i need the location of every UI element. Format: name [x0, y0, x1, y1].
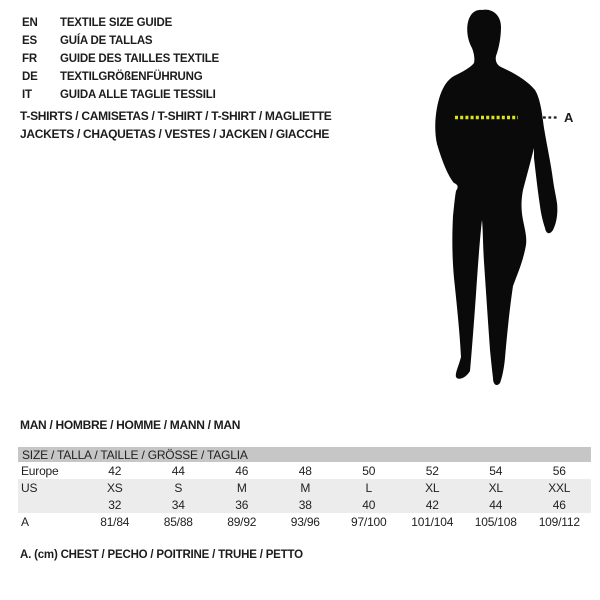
size-cell: 42 [401, 496, 465, 513]
language-code-it: IT [22, 89, 32, 101]
size-cell: 44 [171, 463, 185, 478]
size-cell: 85/88 [163, 514, 193, 529]
size-cell: M [274, 479, 338, 496]
measurement-footnote: A. (cm) CHEST / PECHO / POITRINE / TRUHE / PETTO [20, 549, 303, 561]
language-code-en: EN [22, 17, 38, 29]
size-cell: 40 [337, 496, 401, 513]
size-cell: 56 [552, 463, 566, 478]
size-cell: 36 [210, 496, 274, 513]
language-row-it [22, 86, 219, 104]
row-us [18, 479, 591, 496]
size-cell: 81/84 [100, 514, 130, 529]
language-row-en [22, 14, 219, 32]
row-chest [18, 513, 591, 530]
row-label-a: A [21, 514, 29, 529]
language-label-en: TEXTILE SIZE GUIDE [60, 17, 173, 29]
language-label-es: GUÍA DE TALLAS [60, 35, 153, 47]
size-cell: 101/104 [411, 514, 454, 529]
size-cell: 89/92 [227, 514, 257, 529]
size-cell: 109/112 [538, 514, 580, 529]
row-numeric [18, 496, 591, 513]
size-cell: L [337, 479, 401, 496]
man-silhouette [400, 0, 600, 400]
language-label-de: TEXTILGRÖßENFÜHRUNG [60, 71, 203, 83]
language-code-es: ES [22, 35, 37, 47]
language-label-fr: GUIDE DES TAILLES TEXTILE [60, 53, 219, 65]
size-cell: 32 [83, 496, 147, 513]
size-table [18, 447, 591, 530]
size-cell: M [210, 479, 274, 496]
size-cell: XL [464, 479, 528, 496]
man-figure [435, 10, 557, 385]
language-row-es [22, 32, 219, 50]
size-cell: 52 [425, 463, 439, 478]
size-table-header-row [18, 447, 591, 462]
size-cell: S [147, 479, 211, 496]
size-cell: XXL [528, 479, 592, 496]
size-cell: 46 [235, 463, 249, 478]
row-europe [18, 462, 591, 479]
size-cell: 48 [298, 463, 312, 478]
language-label-it: GUIDA ALLE TAGLIE TESSILI [60, 89, 216, 101]
language-code-de: DE [22, 71, 38, 83]
size-cell: 93/96 [290, 514, 320, 529]
size-cell: XL [401, 479, 465, 496]
size-table-header: SIZE / TALLA / TAILLE / GRÖSSE / TAGLIA [18, 447, 591, 462]
size-cell: 54 [489, 463, 503, 478]
size-cell: 42 [108, 463, 122, 478]
language-header-block [22, 14, 219, 104]
size-cell: 50 [362, 463, 376, 478]
language-code-fr: FR [22, 53, 37, 65]
language-row-de [22, 68, 219, 86]
row-label-europe: Europe [21, 463, 59, 478]
language-row-fr [22, 50, 219, 68]
category-line-tshirts: T-SHIRTS / CAMISETAS / T-SHIRT / T-SHIRT / MAGLIETTE [20, 109, 332, 123]
size-cell: 34 [147, 496, 211, 513]
size-cell: 38 [274, 496, 338, 513]
row-label-us: US [18, 479, 83, 496]
section-title-man: MAN / HOMBRE / HOMME / MANN / MAN [20, 418, 241, 432]
size-cell: 97/100 [350, 514, 387, 529]
size-cell: 44 [464, 496, 528, 513]
size-cell: XS [83, 479, 147, 496]
size-cell: 46 [528, 496, 592, 513]
category-block [20, 107, 332, 143]
size-cell: 105/108 [474, 514, 517, 529]
category-line-jackets: JACKETS / CHAQUETAS / VESTES / JACKEN / GIACCHE [20, 127, 330, 141]
measure-label-a: A [564, 110, 574, 125]
row-label-blank [18, 496, 83, 513]
